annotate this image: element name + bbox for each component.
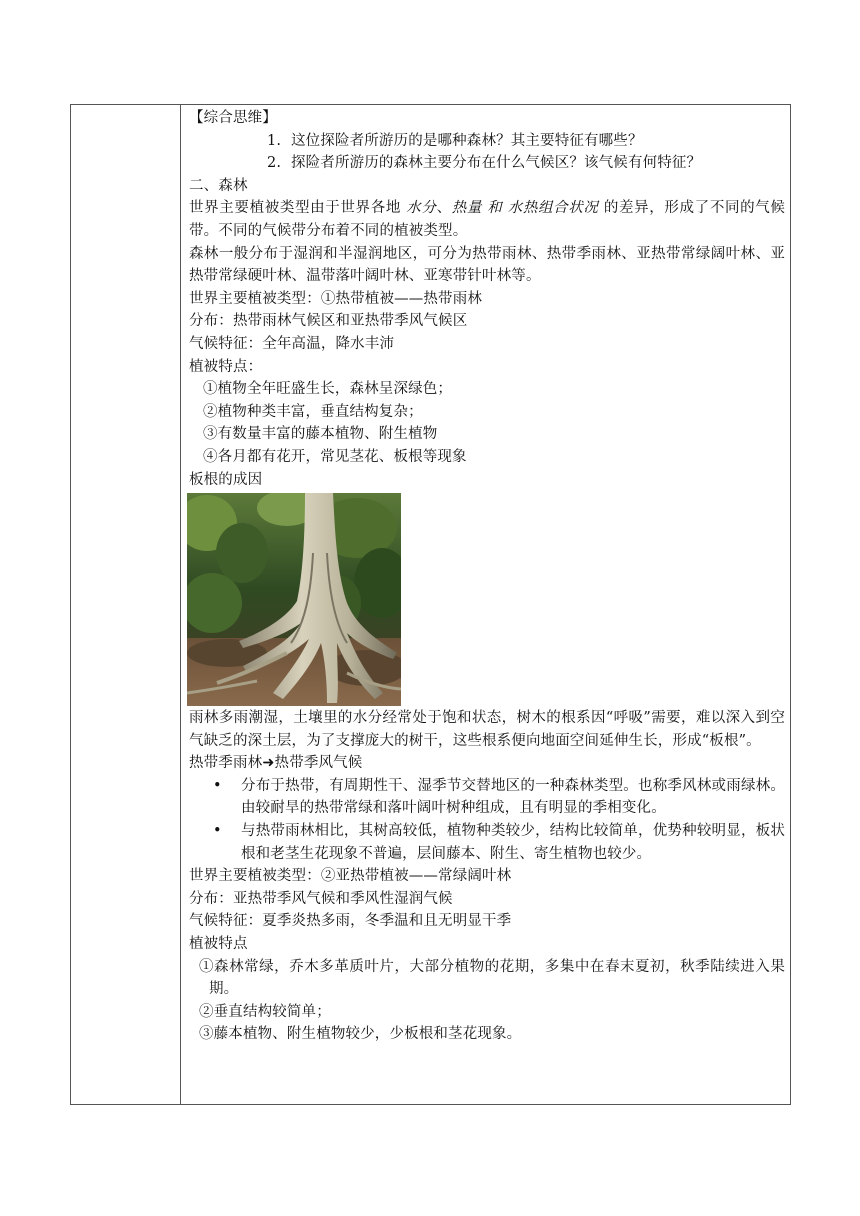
intro-paragraph-2: 森林一般分布于湿润和半湿润地区，可分为热带雨林、热带季雨林、亚热带常绿阔叶林、亚热带常绿硬叶林、温带落叶阔叶林、亚寒带针叶林等。 (189, 245, 785, 285)
intro-paragraph-1 (189, 197, 785, 242)
list-item (189, 820, 785, 865)
evergreen-feature-3: ③藤本植物、附生植物较少，少板根和茎花现象。 (199, 1026, 522, 1043)
question-1 (189, 130, 785, 153)
rainforest-feature-2: ②植物种类丰富，垂直结构复杂； (203, 403, 423, 420)
bullet-icon: • (213, 777, 222, 794)
evergreen-climate: 气候特征：夏季炎热多雨，冬季温和且无明显干季 (189, 913, 512, 930)
rainforest-feature-1: ①植物全年旺盛生长，森林呈深绿色； (203, 381, 453, 398)
rainforest-climate: 气候特征：全年高温，降水丰沛 (189, 335, 395, 352)
list-item (189, 775, 785, 820)
question-number: 2. (267, 155, 282, 172)
evergreen-features-title: 植被特点 (189, 936, 248, 953)
section-title-forest: 二、森林 (189, 177, 248, 194)
intro-separator: 、 (436, 200, 452, 217)
rainforest-feature-4: ④各月都有花开，常见茎花、板根等现象 (203, 448, 467, 465)
intro-emphasis-combination: 水热组合状况 (507, 200, 599, 217)
content-cell (189, 107, 785, 1046)
bullet-icon: • (213, 823, 222, 840)
bullet-text: 分布于热带，有周期性干、湿季节交替地区的一种森林类型。也称季风林或雨绿林。由较耐旱的热带常绿和落叶阔叶树种组成，且有明显的季相变化。 (241, 777, 785, 817)
question-number: 1. (267, 132, 282, 149)
buttress-root-title: 板根的成因 (189, 471, 263, 488)
intro-text: 世界主要植被类型由于世界各地 (189, 200, 401, 217)
heading-comprehensive-thinking: 【综合思维】 (189, 110, 277, 126)
lesson-table (70, 104, 791, 1105)
buttress-root-tree-photo (187, 493, 401, 706)
question-2 (189, 152, 785, 175)
question-text: 这位探险者所游历的是哪种森林？其主要特征有哪些？ (291, 132, 643, 149)
rainforest-features-title: 植被特点： (189, 358, 263, 375)
intro-text: 的差异，形成了不同的气候带。不同的气候带分布着不同的植被类型。 (189, 200, 786, 239)
buttress-root-explanation: 雨林多雨潮湿，土壤里的水分经常处于饱和状态，树木的根系因“呼吸”需要，难以深入到空气缺乏的深土层，为了支撑庞大的树干，这些根系便向地面空间延伸生长，形成“板根”。 (189, 710, 785, 749)
evergreen-type-line: 世界主要植被类型：②亚热带植被——常绿阔叶林 (189, 868, 512, 885)
monsoon-forest-bullets (189, 775, 785, 865)
intro-emphasis-and: 和 (487, 200, 503, 217)
evergreen-distribution: 分布：亚热带季风气候和季风性湿润气候 (189, 890, 453, 907)
monsoon-forest-title: 热带季雨林➜热带季风气候 (189, 755, 363, 772)
bullet-text: 与热带雨林相比，其树高较低，植物种类较少，结构比较简单，优势种较明显，板状根和老茎生花现象不普遍，层间藤本、附生、寄生植物也较少。 (241, 823, 785, 862)
evergreen-feature-2: ②垂直结构较简单； (199, 1003, 331, 1020)
evergreen-feature-1: ①森林常绿，乔木多革质叶片，大部分植物的花期，多集中在春末夏初，秋季陆续进入果期。 (199, 958, 785, 998)
rainforest-type-line: 世界主要植被类型：①热带植被——热带雨林 (189, 290, 482, 307)
rainforest-distribution: 分布：热带雨林气候区和亚热带季风气候区 (189, 313, 468, 330)
intro-emphasis-heat: 热量 (451, 200, 483, 217)
question-text: 探险者所游历的森林主要分布在什么气候区？该气候有何特征？ (291, 155, 702, 172)
rainforest-feature-3: ③有数量丰富的藤本植物、附生植物 (203, 426, 438, 443)
left-column-cell (71, 105, 181, 1104)
intro-emphasis-water: 水分 (406, 200, 437, 217)
